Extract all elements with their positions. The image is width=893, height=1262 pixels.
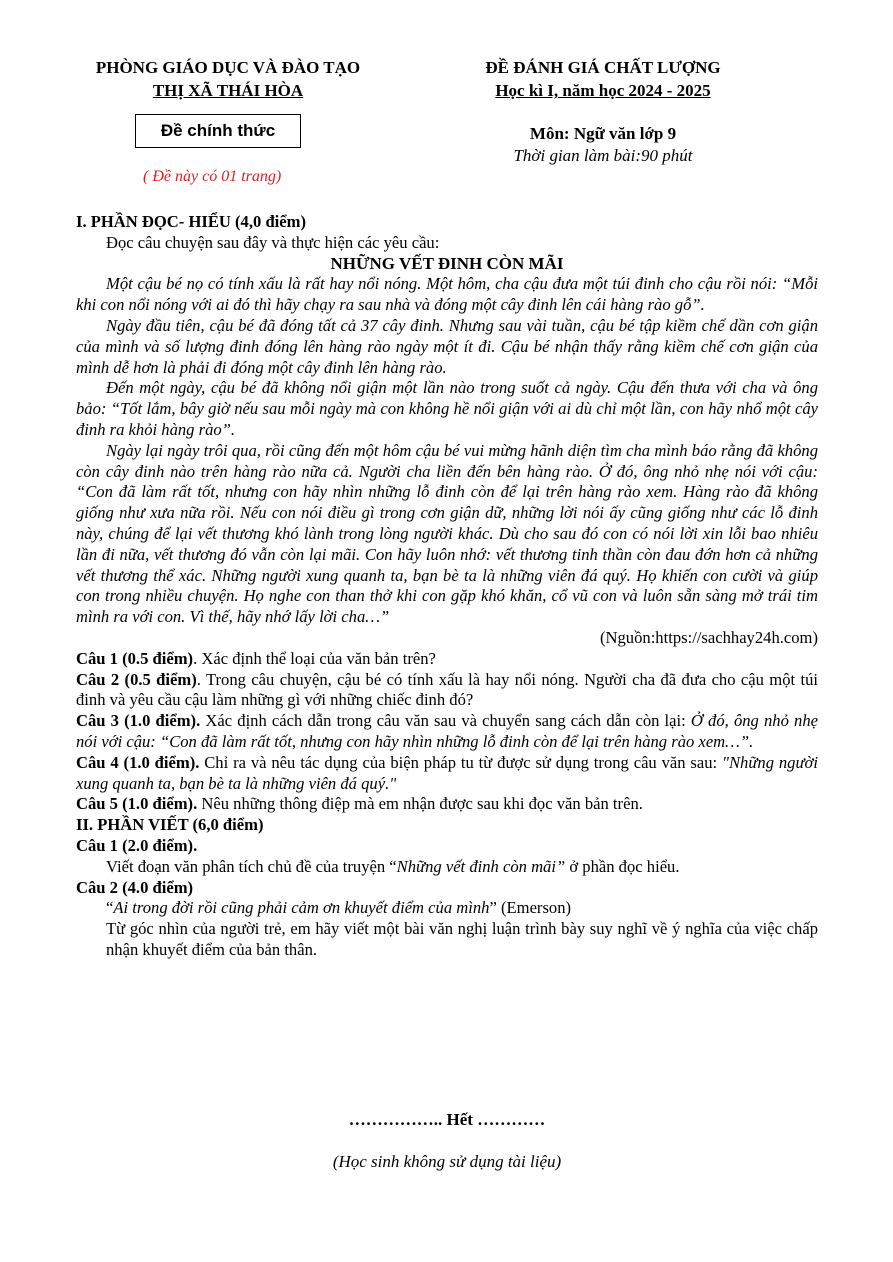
writing-question-1-tail: ở phần đọc hiểu. [565,856,680,876]
question-1 [76,649,818,670]
story-reference: Những vết đinh còn mãi” [396,856,566,876]
question-text: . Xác định thể loại của văn bản trên? [193,648,436,668]
story-paragraph: Ngày lại ngày trôi qua, rồi cũng đến một hôm cậu bé vui mừng hãnh diện tìm cha mình báo rằng đã không còn cây đinh nào trên hàng rào nữa cả. Người cha liền đến bên hàng rào. Ở đó, ông nhỏ nhẹ nói với cậu: “Con đã làm rất tốt, nhưng con hãy nhìn những lỗ đinh còn để lại trên hàng rào xem. Hàng rào đã không giống như xưa nữa rồi. Nếu con nói điều gì trong cơn giận dữ, những lời nói ấy cũng giống như các lỗ đinh này, chúng để lại vết thương khó lành trong lòng người khác. Dù cho sau đó con có nói lời xin lỗi bao nhiêu lần đi nữa, vết thương đó vẫn còn lại mãi. Con hãy luôn nhớ: vết thương tinh thần còn đau đớn hơn cả những vết thương thể xác. Những người xung quanh ta, bạn bè ta là những viên đá quý. Họ khiến con cười và giúp con trong nhiều chuyện. Họ nghe con than thở khi con gặp khó khăn, cổ vũ con và luôn sẵn sàng mở trái tim mình ra với con. Vì thế, hãy nhớ lấy lời cha…” [76,440,818,627]
pages-note: ( Đề này có 01 trang) [143,168,282,185]
writing-question-2-quote [76,898,818,919]
question-3 [76,711,818,753]
part1-heading: I. PHẦN ĐỌC- HIỂU (4,0 điểm) [76,212,306,231]
department-name [60,56,396,102]
question-label: Câu 4 (1.0 điểm). [76,752,200,772]
question-text: Nêu những thông điệp mà em nhận được sau khi đọc văn bản trên. [197,794,643,814]
department-line1: PHÒNG GIÁO DỤC VÀ ĐÀO TẠO [95,58,361,77]
official-exam-box: Đề chính thức [135,114,301,148]
question-2 [76,670,818,712]
writing-question-1-label: Câu 1 (2.0 điểm). [76,835,198,855]
exam-title-line1: ĐỀ ĐÁNH GIÁ CHẤT LƯỢNG [485,58,721,77]
exam-title-line2: Học kì I, năm học 2024 - 2025 [495,81,711,100]
writing-question-2-label: Câu 2 (4.0 điểm) [76,877,194,897]
part2-heading: II. PHẦN VIẾT (6,0 điểm) [76,815,264,835]
question-text: . Trong câu chuyện, cậu bé có tính xấu là hay nổi nóng. Người cha đã đưa cho cậu một túi đinh và yêu cầu cậu làm những gì với những chiếc đinh đó? [76,669,818,710]
writing-question-1 [76,857,818,878]
story-source: (Nguồn:https://sachhay24h.com) [600,627,818,647]
exam-body [76,212,818,961]
story-paragraph: Một cậu bé nọ có tính xấu là rất hay nổi nóng. Một hôm, cha cậu đưa một túi đinh cho cậu rồi nói: “Mỗi khi con nổi nóng với ai đó thì hãy chạy ra sau nhà và đóng một cây đinh lên cái hàng rào gỗ”. [76,274,818,315]
question-text: Xác định cách dẫn trong câu văn sau và chuyển sang cách dẫn còn lại: [200,711,691,731]
story-paragraph: Ngày đầu tiên, cậu bé đã đóng tất cả 37 cây đinh. Nhưng sau vài tuần, cậu bé tập kiềm chế dần cơn giận của mình và số lượng đinh đóng lên hàng rào ngày một ít đi. Cậu bé nhận thấy rằng kiềm chế cơn giận của mình dễ hơn là phải đi đóng một cây đinh lên hàng rào. [76,315,818,377]
exam-time: Thời gian làm bài:90 phút [513,146,693,165]
quote-attribution: ” (Emerson) [489,898,572,918]
question-label: Câu 2 (0.5 điểm) [76,669,197,689]
question-label: Câu 3 (1.0 điểm). [76,711,201,731]
question-4 [76,753,818,795]
question-label: Câu 1 (0.5 điểm) [76,648,194,668]
question-quote: Ở đó, ông nhỏ nhẹ nói với cậu: “Con đã làm rất tốt, nhưng con hãy nhìn những lỗ đinh còn để lại trên hàng rào xem…”. [76,711,819,751]
question-text: Chỉ ra và nêu tác dụng của biện pháp tu từ được sử dụng trong câu văn sau: [199,752,723,772]
end-marker: …………….. Hết ………… [348,1110,546,1129]
exam-title [440,56,766,102]
question-5 [76,794,818,815]
question-quote: "Những người xung quanh ta, bạn bè ta là những viên đá quý." [76,752,818,793]
department-line2: THỊ XÃ THÁI HÒA [152,81,304,100]
quote-open: “ [106,898,114,918]
writing-question-1-text: Viết đoạn văn phân tích chủ đề của truyện “ [106,856,397,876]
writing-question-2-text: Từ góc nhìn của người trẻ, em hãy viết một bài văn nghị luận trình bày suy nghĩ về ý nghĩa của việc chấp nhận khuyết điểm của bản thân. [106,919,818,959]
part1-instruction: Đọc câu chuyện sau đây và thực hiện các yêu cầu: [106,232,440,252]
emerson-quote: Ai trong đời rồi cũng phải cảm ơn khuyết điểm của mình [113,898,490,918]
story-title: NHỮNG VẾT ĐINH CÒN MÃI [330,253,564,273]
subject: Môn: Ngữ văn lớp 9 [529,124,677,143]
story-paragraph: Đến một ngày, cậu bé đã không nổi giận một lần nào trong suốt cả ngày. Cậu đến thưa với cha và ông bảo: “Tốt lắm, bây giờ nếu sau mỗi ngày mà con không hề nổi giận với ai dù chỉ một lần, con hãy nhổ một cây đinh ra khỏi hàng rào”. [76,378,818,439]
question-label: Câu 5 (1.0 điểm). [76,794,198,814]
footer-note: (Học sinh không sử dụng tài liệu) [332,1152,562,1171]
